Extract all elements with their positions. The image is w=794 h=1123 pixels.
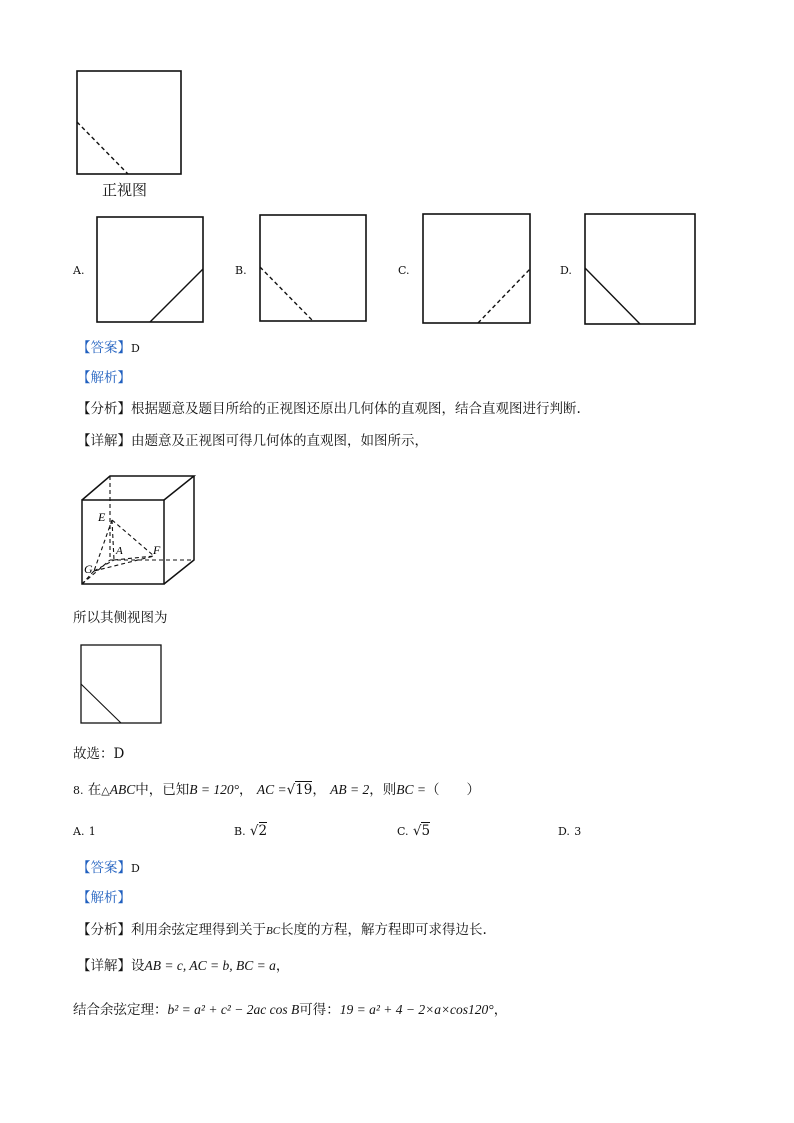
q8-jiexi: 【解析】 xyxy=(77,890,131,906)
q8-cond2: AC = xyxy=(256,782,287,797)
option-d-solid-edge xyxy=(585,268,640,324)
option-a-figure[interactable] xyxy=(96,216,206,326)
q8-option-c-value: 5 xyxy=(421,823,431,839)
q7-answer: D xyxy=(131,342,140,355)
option-d-figure[interactable] xyxy=(584,213,698,327)
q8-law-subst: 19 = a² + 4 − 2×a×cos120° xyxy=(339,1002,494,1017)
q7-choice: 故选：D xyxy=(73,746,125,762)
q8-stem: 8. 在△ABC中，已知B = 120°， AC =√19， AB = 2，则BC =（ ） xyxy=(73,782,481,798)
q8-answer: D xyxy=(131,862,140,875)
q8-abc: ABC xyxy=(109,782,136,797)
q8-analysis-tag: 【分析】 xyxy=(77,922,131,938)
q7-answer-tag: 【答案】 xyxy=(77,340,131,356)
q8-analysis-var: BC xyxy=(266,925,281,937)
q8-analysis-line xyxy=(77,921,487,940)
q8-answer-tag: 【答案】 xyxy=(77,860,131,876)
q8-law-end: ， xyxy=(493,1002,508,1018)
q8-detail-post: ， xyxy=(275,958,290,974)
q8-detail-math: AB = c, AC = b, BC = a xyxy=(144,958,276,973)
q8-option-b[interactable] xyxy=(234,822,267,841)
q8-cond1: B = 120° xyxy=(189,782,240,797)
q8-stem-end: ，则 xyxy=(369,782,397,798)
q7-detail-line xyxy=(77,432,428,450)
q8-triangle: △ xyxy=(101,784,110,797)
q8-option-c-letter: C. xyxy=(397,825,409,838)
q8-option-b-sqrt-sign: √ xyxy=(249,823,259,839)
option-a-solid-edge xyxy=(150,269,203,322)
q8-analysis-post: 长度的方程，解方程即可求得边长. xyxy=(280,922,487,938)
q8-option-d-letter: D. xyxy=(558,825,570,838)
option-c-figure[interactable] xyxy=(422,213,533,326)
q8-analysis-pre: 利用余弦定理得到关于 xyxy=(131,922,266,938)
option-c-letter: C. xyxy=(398,264,410,277)
q7-jiexi: 【解析】 xyxy=(77,370,131,386)
q8-sqrt-sign: √ xyxy=(286,782,296,798)
q8-ask: BC = xyxy=(396,782,427,797)
q7-detail-tag: 【详解】 xyxy=(77,433,131,449)
front-view-figure xyxy=(76,70,184,178)
q8-detail-line xyxy=(77,957,289,975)
front-view-caption: 正视图 xyxy=(102,181,148,199)
q8-option-c-sqrt-sign: √ xyxy=(412,823,422,839)
q8-option-a-value: 1 xyxy=(88,825,96,838)
cube-label-g: G xyxy=(84,562,93,576)
q8-law-formula: b² = a² + c² − 2ac cos B xyxy=(167,1002,300,1017)
q8-stem-mid: 中，已知 xyxy=(135,782,190,798)
cube-label-a: A xyxy=(116,545,123,557)
q7-analysis-line xyxy=(77,400,581,418)
front-view-square xyxy=(77,71,181,174)
q8-option-a-letter: A. xyxy=(73,825,85,838)
q8-option-b-letter: B. xyxy=(234,825,246,838)
q8-option-a[interactable] xyxy=(73,822,96,841)
q8-number: 8. xyxy=(73,784,84,797)
q8-option-c[interactable] xyxy=(397,822,430,841)
q8-law-line xyxy=(73,1001,507,1019)
q7-analysis: 根据题意及题目所给的正视图还原出几何体的直观图，结合直观图进行判断. xyxy=(131,401,581,417)
q8-cond3: AB = 2 xyxy=(330,782,370,797)
q8-option-d[interactable] xyxy=(558,822,581,841)
q8-law-mid: 可得： xyxy=(299,1002,340,1018)
option-c-dashed-edge xyxy=(478,269,530,323)
cube-label-f: F xyxy=(153,543,161,557)
side-view-figure xyxy=(80,644,164,726)
front-view-dashed-edge xyxy=(77,122,128,174)
q8-blank: （ ） xyxy=(426,782,481,798)
side-view-edge xyxy=(81,684,121,723)
q7-analysis-tag: 【分析】 xyxy=(77,401,131,417)
option-d-letter: D. xyxy=(560,264,572,277)
q8-option-d-value: 3 xyxy=(574,825,582,838)
option-b-figure[interactable] xyxy=(259,214,369,326)
option-b-letter: B. xyxy=(235,264,247,277)
q8-option-b-value: 2 xyxy=(258,823,268,839)
cube-label-e: E xyxy=(98,510,106,524)
q7-detail: 由题意及正视图可得几何体的直观图，如图所示， xyxy=(131,433,428,449)
q8-answer-line xyxy=(77,859,140,878)
option-b-dashed-edge xyxy=(260,267,313,321)
q7-side-view-text: 所以其侧视图为 xyxy=(73,610,168,626)
option-a-letter: A. xyxy=(73,264,85,277)
q7-answer-line xyxy=(77,339,140,358)
q8-law-pre: 结合余弦定理： xyxy=(73,1002,168,1018)
q8-stem-pre: 在 xyxy=(87,782,102,798)
cube-figure xyxy=(78,474,200,590)
q8-detail-tag: 【详解】 xyxy=(77,958,131,974)
q8-detail-pre: 设 xyxy=(131,958,145,974)
q8-sqrt-19: 19 xyxy=(295,782,313,798)
